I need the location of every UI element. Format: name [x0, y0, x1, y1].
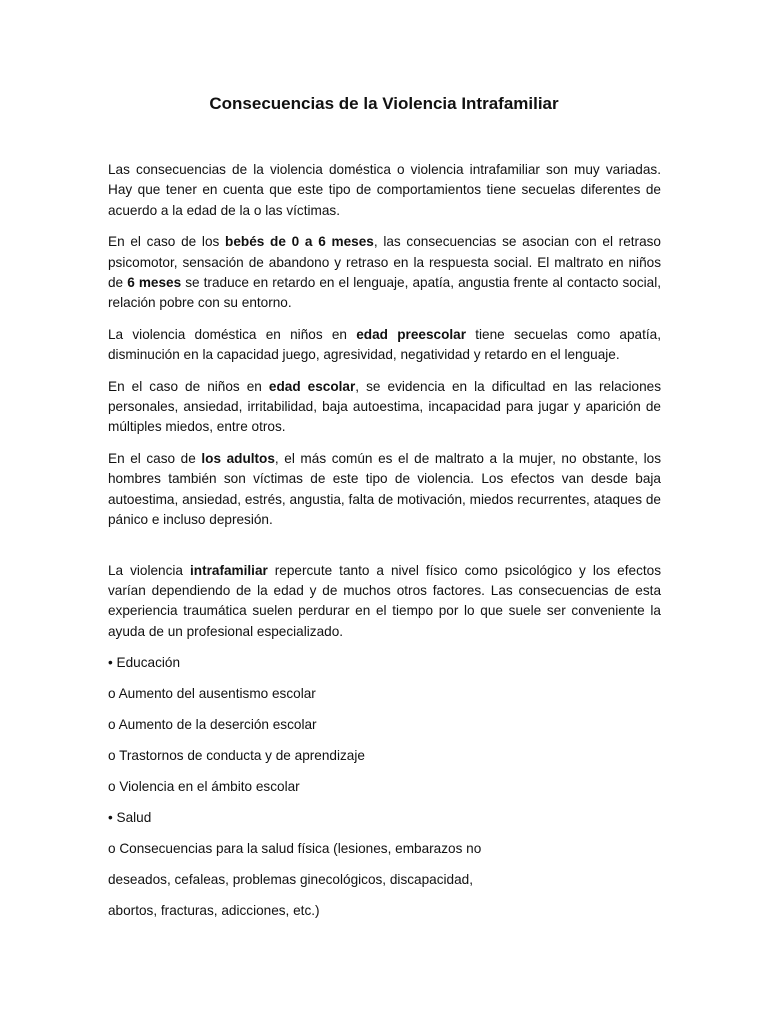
paragraph-school-age [108, 377, 661, 438]
document-body [108, 160, 661, 932]
text-run: , las consecuencias se asocian con el retraso psicomotor, sensación de abandono y retraso en la respuesta social. El maltrato en niños de [108, 234, 661, 291]
list-item: o Trastornos de conducta y de aprendizaje [108, 748, 365, 764]
paragraph-babies [108, 232, 661, 314]
document-title: Consecuencias de la Violencia Intrafamiliar [209, 94, 559, 113]
text-run: En el caso de niños en [108, 378, 269, 394]
text-run: La violencia [108, 562, 190, 578]
list-item: o Violencia en el ámbito escolar [108, 779, 300, 795]
list-item-continued: abortos, fracturas, adicciones, etc.) [108, 903, 320, 919]
bold-text: edad escolar [268, 378, 356, 394]
text-run: tiene secuelas como apatía, disminución en la capacidad juego, agresividad, negatividad y retardo en el lenguaje. [108, 326, 661, 363]
paragraph-preschool [108, 325, 661, 366]
bold-text: edad preescolar [356, 326, 466, 342]
paragraph-intrafamiliar [108, 561, 661, 643]
list-item-education: • Educación [108, 655, 181, 671]
text-run: , se evidencia en la dificultad en las relaciones personales, ansiedad, irritabilidad, baja autoestima, incapacidad para jugar y aparición de múltiples miedos, entre otros. [108, 378, 661, 435]
bold-text: 6 meses [127, 275, 182, 291]
list-item-health: • Salud [108, 810, 152, 826]
text-run: La violencia doméstica en niños en [108, 326, 357, 342]
bold-text: los adultos [201, 450, 275, 466]
paragraph-intro: Las consecuencias de la violencia doméstica o violencia intrafamiliar son muy variadas. Hay que tener en cuenta que este tipo de comportamientos tiene secuelas diferentes de acuerdo a la edad de la o las víctimas. [108, 162, 661, 218]
list-item: o Consecuencias para la salud física (lesiones, embarazos no [108, 841, 482, 857]
text-run: se traduce en retardo en el lenguaje, apatía, angustia frente al contacto social, relación pobre con su entorno. [108, 275, 662, 311]
list-item: o Aumento de la deserción escolar [108, 717, 317, 733]
text-run: repercute tanto a nivel físico como psicológico y los efectos varían dependiendo de la edad y de muchos otros factores. Las consecuencias de esta experiencia traumática suelen perdurar en el tiempo por lo que suele ser conveniente la ayuda de un profesional especializado. [108, 562, 661, 639]
list-item: o Aumento del ausentismo escolar [108, 686, 316, 702]
paragraph-adults [108, 449, 661, 531]
text-run: En el caso de los [108, 234, 226, 250]
bold-text: intrafamiliar [189, 562, 268, 578]
text-run: , el más común es el de maltrato a la mujer, no obstante, los hombres también son víctimas de este tipo de violencia. Los efectos van desde baja autoestima, ansiedad, estrés, angustia, falta de motivación, miedos recurrentes, ataques de pánico e incluso depresión. [108, 450, 661, 528]
bold-text: bebés de 0 a 6 meses [225, 234, 374, 250]
text-run: En el caso de [108, 450, 202, 466]
list-item-continued: deseados, cefaleas, problemas ginecológicos, discapacidad, [108, 872, 473, 888]
